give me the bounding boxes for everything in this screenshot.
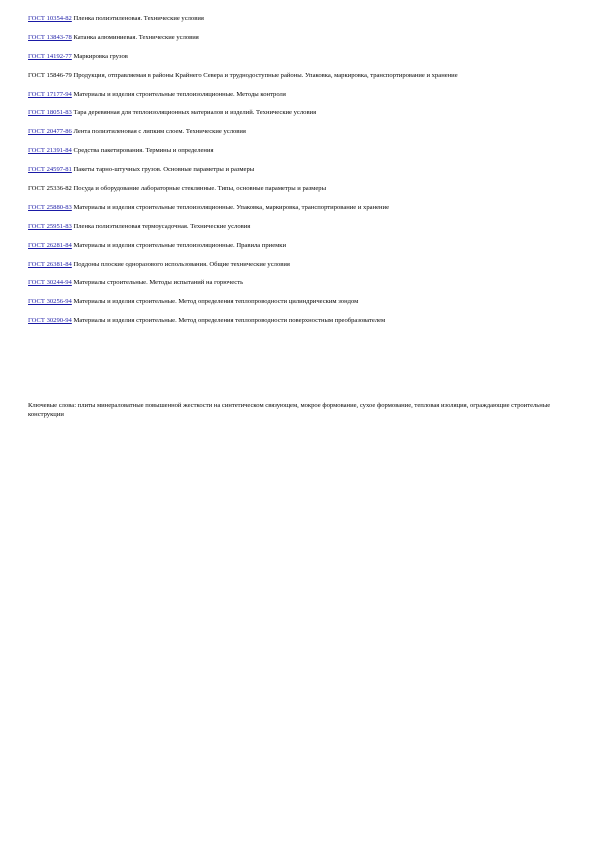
reference-item bbox=[28, 242, 573, 251]
reference-code-link[interactable]: ГОСТ 30244-94 bbox=[28, 279, 72, 287]
reference-code-link[interactable]: ГОСТ 13843-78 bbox=[28, 33, 72, 41]
reference-title: Продукция, отправляемая в районы Крайнего Севера и труднодоступные районы. Упаковка, маркировка, транспортирование и хранение bbox=[73, 71, 458, 79]
reference-item bbox=[28, 147, 573, 156]
reference-code-link[interactable]: ГОСТ 26281-84 bbox=[28, 241, 72, 249]
reference-item bbox=[28, 185, 573, 194]
reference-item bbox=[28, 91, 573, 100]
reference-title: Пакеты тарно-штучных грузов. Основные параметры и размеры bbox=[73, 166, 255, 174]
reference-code-link[interactable]: ГОСТ 25951-83 bbox=[28, 222, 72, 230]
reference-title: Средства пакетирования. Термины и определения bbox=[73, 147, 214, 155]
reference-title: Маркировка грузов bbox=[73, 52, 128, 60]
reference-code-link[interactable]: ГОСТ 24597-81 bbox=[28, 166, 72, 174]
reference-item bbox=[28, 204, 573, 213]
reference-item bbox=[28, 34, 573, 43]
reference-item bbox=[28, 109, 573, 118]
reference-item bbox=[28, 72, 573, 81]
reference-title: Пленка полиэтиленовая. Технические условия bbox=[73, 15, 204, 22]
reference-title: Пленка полиэтиленовая термоусадочная. Технические условия bbox=[73, 222, 251, 230]
reference-title: Тара деревянная для теплоизоляционных материалов и изделий. Технические условия bbox=[73, 109, 317, 117]
reference-item bbox=[28, 279, 573, 288]
reference-title: Катанка алюминиевая. Технические условия bbox=[73, 33, 199, 41]
reference-code-link[interactable]: ГОСТ 26381-84 bbox=[28, 260, 72, 268]
reference-title: Материалы и изделия строительные. Метод определения теплопроводности поверхностным преобразователем bbox=[73, 317, 386, 325]
reference-code-link[interactable]: ГОСТ 25880-83 bbox=[28, 203, 72, 211]
reference-title: Материалы и изделия строительные теплоизоляционные. Методы контроля bbox=[73, 90, 286, 98]
reference-title: Материалы строительные. Методы испытаний на горючесть bbox=[73, 279, 244, 287]
reference-title: Материалы и изделия строительные теплоизоляционные. Упаковка, маркировка, транспортирование и хранение bbox=[73, 203, 390, 211]
reference-item bbox=[28, 15, 573, 24]
reference-item bbox=[28, 53, 573, 62]
reference-code-link[interactable]: ГОСТ 10354-82 bbox=[28, 15, 72, 22]
reference-code-link[interactable]: ГОСТ 20477-86 bbox=[28, 128, 72, 136]
normative-references-list bbox=[28, 15, 573, 336]
reference-item bbox=[28, 317, 573, 326]
reference-item bbox=[28, 261, 573, 270]
reference-item bbox=[28, 128, 573, 137]
reference-item bbox=[28, 223, 573, 232]
reference-code-link[interactable]: ГОСТ 18051-83 bbox=[28, 109, 72, 117]
keywords-paragraph: Ключевые слова: плиты минераловатные повышенной жесткости на синтетическом связующем, мокрое формование, сухое формование, тепловая изоляция, ограждающие строительные конструкции bbox=[28, 402, 551, 418]
reference-title: Посуда и оборудование лабораторные стеклянные. Типы, основные параметры и размеры bbox=[73, 185, 327, 193]
reference-title: Материалы и изделия строительные. Метод определения теплопроводности цилиндрическим зондом bbox=[73, 298, 359, 306]
reference-code-link[interactable]: ГОСТ 21391-84 bbox=[28, 147, 72, 155]
reference-code-link[interactable]: ГОСТ 17177-94 bbox=[28, 90, 72, 98]
reference-code: ГОСТ 25336-82 bbox=[28, 185, 72, 193]
reference-item bbox=[28, 166, 573, 175]
reference-code-link[interactable]: ГОСТ 14192-77 bbox=[28, 52, 72, 60]
reference-title: Материалы и изделия строительные теплоизоляционные. Правила приемки bbox=[73, 241, 287, 249]
reference-title: Лента полиэтиленовая с липким слоем. Технические условия bbox=[73, 128, 246, 136]
reference-code: ГОСТ 15846-79 bbox=[28, 71, 72, 79]
reference-title: Поддоны плоские одноразового использования. Общие технические условия bbox=[73, 260, 290, 268]
reference-item bbox=[28, 298, 573, 307]
reference-code-link[interactable]: ГОСТ 30290-94 bbox=[28, 317, 72, 325]
reference-code-link[interactable]: ГОСТ 30256-94 bbox=[28, 298, 72, 306]
